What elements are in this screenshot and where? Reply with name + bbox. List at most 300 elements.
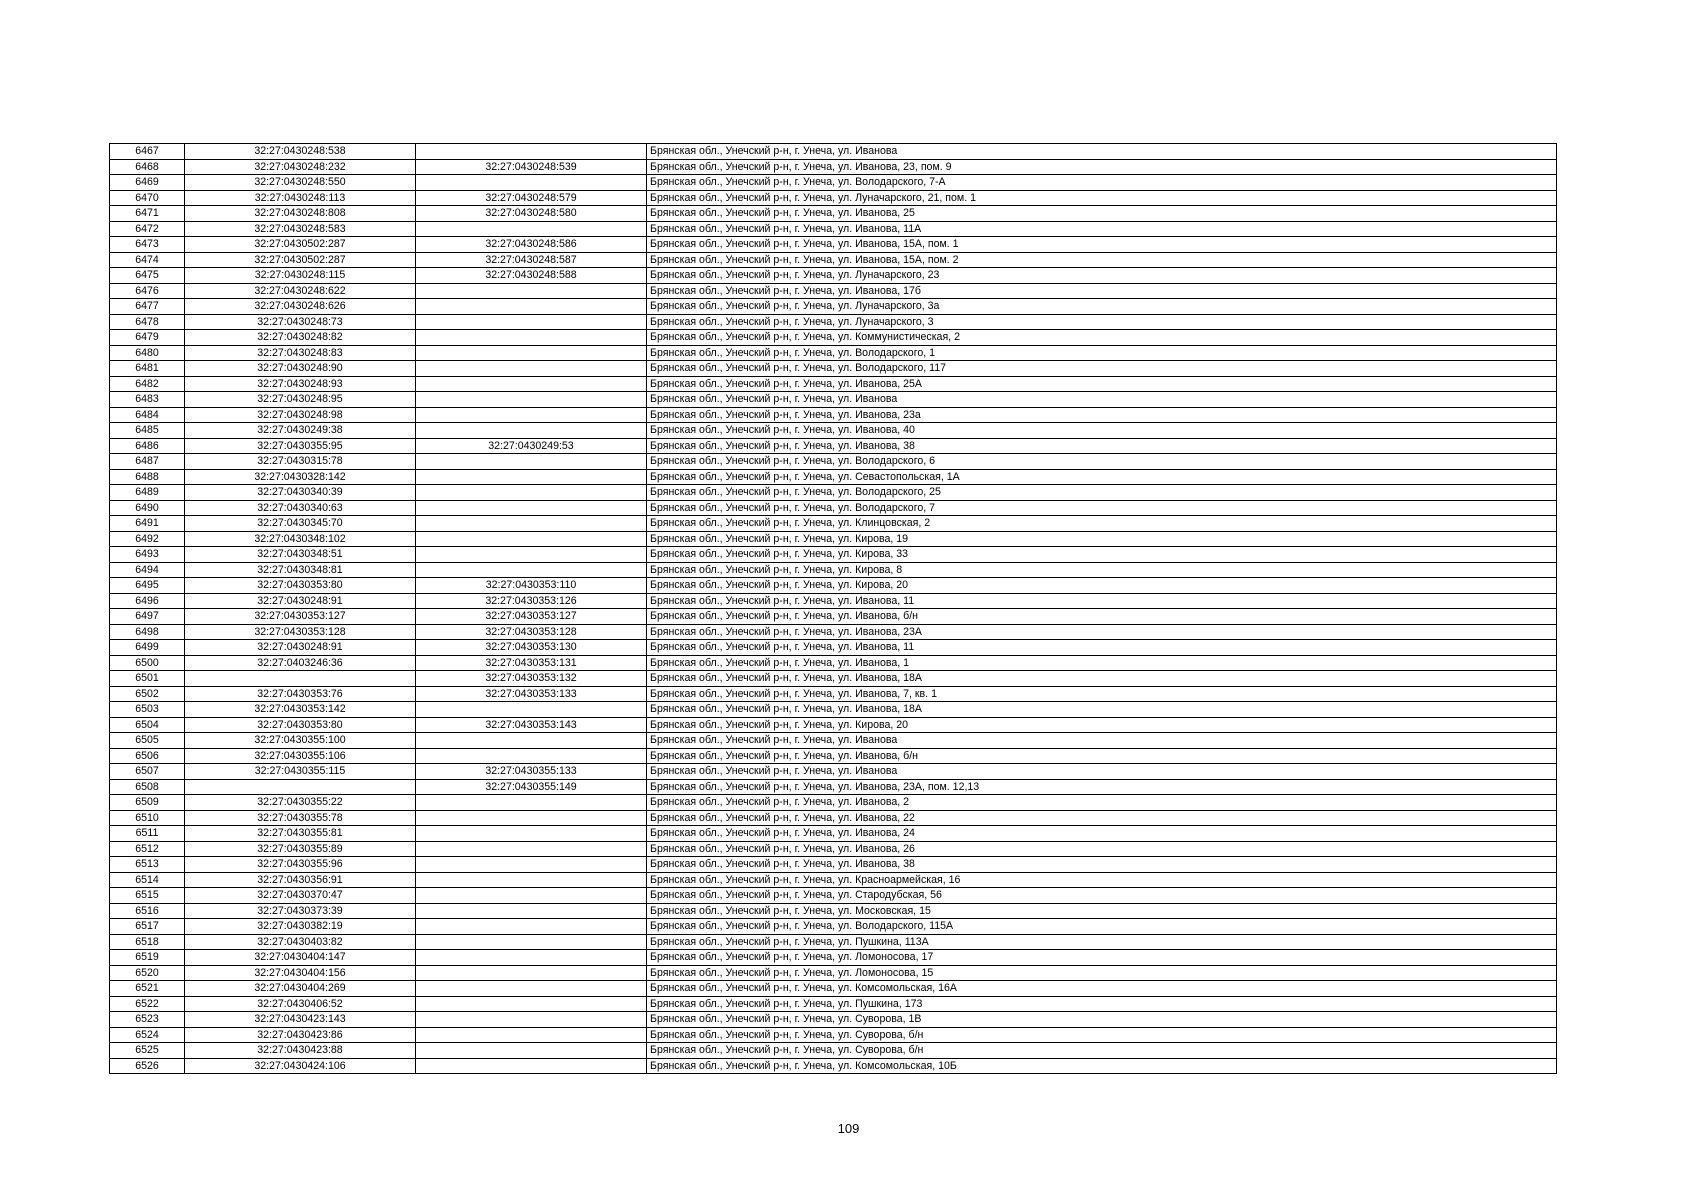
address-cell: Брянская обл., Унечский р-н, г. Унеча, ул. Иванова, 15А, пом. 1 <box>647 237 1557 253</box>
table-row <box>110 578 1557 594</box>
cadastral-number-cell: 32:27:0430404:156 <box>185 965 416 981</box>
row-number-cell: 6525 <box>110 1043 185 1059</box>
cadastral-number-cell: 32:27:0430355:78 <box>185 810 416 826</box>
related-cadastral-number-cell <box>416 1012 647 1028</box>
cadastral-number-cell: 32:27:0430403:82 <box>185 934 416 950</box>
cadastral-number-cell: 32:27:0430248:808 <box>185 206 416 222</box>
cadastral-number-cell: 32:27:0430340:39 <box>185 485 416 501</box>
table-row <box>110 314 1557 330</box>
row-number-cell: 6476 <box>110 283 185 299</box>
related-cadastral-number-cell <box>416 965 647 981</box>
related-cadastral-number-cell: 32:27:0430248:539 <box>416 159 647 175</box>
registry-table-body <box>110 144 1557 1074</box>
row-number-cell: 6510 <box>110 810 185 826</box>
address-cell: Брянская обл., Унечский р-н, г. Унеча, ул. Иванова, 40 <box>647 423 1557 439</box>
address-cell: Брянская обл., Унечский р-н, г. Унеча, ул. Володарского, 115А <box>647 919 1557 935</box>
address-cell: Брянская обл., Унечский р-н, г. Унеча, ул. Иванова, 17б <box>647 283 1557 299</box>
cadastral-number-cell: 32:27:0430248:82 <box>185 330 416 346</box>
related-cadastral-number-cell: 32:27:0430353:110 <box>416 578 647 594</box>
related-cadastral-number-cell <box>416 469 647 485</box>
address-cell: Брянская обл., Унечский р-н, г. Унеча, ул. Иванова, 26 <box>647 841 1557 857</box>
address-cell: Брянская обл., Унечский р-н, г. Унеча, ул. Иванова, 25 <box>647 206 1557 222</box>
cadastral-number-cell <box>185 671 416 687</box>
row-number-cell: 6513 <box>110 857 185 873</box>
table-row <box>110 888 1557 904</box>
address-cell: Брянская обл., Унечский р-н, г. Унеча, ул. Комсомольская, 16А <box>647 981 1557 997</box>
related-cadastral-number-cell <box>416 841 647 857</box>
row-number-cell: 6483 <box>110 392 185 408</box>
related-cadastral-number-cell <box>416 454 647 470</box>
address-cell: Брянская обл., Унечский р-н, г. Унеча, ул. Иванова, 7, кв. 1 <box>647 686 1557 702</box>
table-row <box>110 547 1557 563</box>
address-cell: Брянская обл., Унечский р-н, г. Унеча, ул. Суворова, 1В <box>647 1012 1557 1028</box>
address-cell: Брянская обл., Унечский р-н, г. Унеча, ул. Комсомольская, 10Б <box>647 1058 1557 1074</box>
table-row <box>110 330 1557 346</box>
related-cadastral-number-cell: 32:27:0430248:587 <box>416 252 647 268</box>
row-number-cell: 6474 <box>110 252 185 268</box>
related-cadastral-number-cell: 32:27:0430353:128 <box>416 624 647 640</box>
page-number: 109 <box>837 1121 860 1136</box>
table-row <box>110 934 1557 950</box>
related-cadastral-number-cell <box>416 500 647 516</box>
related-cadastral-number-cell <box>416 144 647 160</box>
related-cadastral-number-cell: 32:27:0430355:133 <box>416 764 647 780</box>
table-row <box>110 857 1557 873</box>
address-cell: Брянская обл., Унечский р-н, г. Унеча, ул. Иванова, 2 <box>647 795 1557 811</box>
cadastral-number-cell: 32:27:0430248:91 <box>185 640 416 656</box>
address-cell: Брянская обл., Унечский р-н, г. Унеча, ул. Володарского, 1 <box>647 345 1557 361</box>
address-cell: Брянская обл., Унечский р-н, г. Унеча, ул. Иванова, б/н <box>647 609 1557 625</box>
related-cadastral-number-cell: 32:27:0430248:588 <box>416 268 647 284</box>
table-row <box>110 299 1557 315</box>
row-number-cell: 6492 <box>110 531 185 547</box>
row-number-cell: 6524 <box>110 1027 185 1043</box>
table-row <box>110 221 1557 237</box>
related-cadastral-number-cell: 32:27:0430355:149 <box>416 779 647 795</box>
related-cadastral-number-cell <box>416 376 647 392</box>
related-cadastral-number-cell <box>416 981 647 997</box>
table-row <box>110 1027 1557 1043</box>
row-number-cell: 6471 <box>110 206 185 222</box>
related-cadastral-number-cell <box>416 888 647 904</box>
table-row <box>110 779 1557 795</box>
related-cadastral-number-cell <box>416 392 647 408</box>
table-row <box>110 810 1557 826</box>
related-cadastral-number-cell <box>416 872 647 888</box>
table-row <box>110 206 1557 222</box>
address-cell: Брянская обл., Унечский р-н, г. Унеча, ул. Иванова, 38 <box>647 857 1557 873</box>
related-cadastral-number-cell <box>416 407 647 423</box>
table-row <box>110 454 1557 470</box>
row-number-cell: 6522 <box>110 996 185 1012</box>
address-cell: Брянская обл., Унечский р-н, г. Унеча, ул. Коммунистическая, 2 <box>647 330 1557 346</box>
table-row <box>110 469 1557 485</box>
row-number-cell: 6503 <box>110 702 185 718</box>
related-cadastral-number-cell: 32:27:0430353:130 <box>416 640 647 656</box>
related-cadastral-number-cell <box>416 547 647 563</box>
address-cell: Брянская обл., Унечский р-н, г. Унеча, ул. Иванова, 23А <box>647 624 1557 640</box>
cadastral-number-cell: 32:27:0430249:38 <box>185 423 416 439</box>
cadastral-number-cell: 32:27:0430248:73 <box>185 314 416 330</box>
table-row <box>110 252 1557 268</box>
row-number-cell: 6508 <box>110 779 185 795</box>
related-cadastral-number-cell <box>416 361 647 377</box>
address-cell: Брянская обл., Унечский р-н, г. Унеча, ул. Иванова, 11 <box>647 593 1557 609</box>
cadastral-number-cell: 32:27:0430248:90 <box>185 361 416 377</box>
cadastral-number-cell: 32:27:0430315:78 <box>185 454 416 470</box>
cadastral-number-cell: 32:27:0430353:80 <box>185 578 416 594</box>
row-number-cell: 6487 <box>110 454 185 470</box>
table-row <box>110 748 1557 764</box>
table-row <box>110 702 1557 718</box>
table-row <box>110 609 1557 625</box>
row-number-cell: 6479 <box>110 330 185 346</box>
related-cadastral-number-cell: 32:27:0430353:143 <box>416 717 647 733</box>
row-number-cell: 6493 <box>110 547 185 563</box>
row-number-cell: 6472 <box>110 221 185 237</box>
row-number-cell: 6501 <box>110 671 185 687</box>
address-cell: Брянская обл., Унечский р-н, г. Унеча, ул. Луначарского, 3 <box>647 314 1557 330</box>
address-cell: Брянская обл., Унечский р-н, г. Унеча, ул. Кирова, 20 <box>647 578 1557 594</box>
address-cell: Брянская обл., Унечский р-н, г. Унеча, ул. Пушкина, 113А <box>647 934 1557 950</box>
row-number-cell: 6497 <box>110 609 185 625</box>
table-row <box>110 175 1557 191</box>
table-row <box>110 826 1557 842</box>
cadastral-number-cell: 32:27:0430356:91 <box>185 872 416 888</box>
cadastral-number-cell: 32:27:0430355:100 <box>185 733 416 749</box>
cadastral-number-cell: 32:27:0430424:106 <box>185 1058 416 1074</box>
table-row <box>110 1012 1557 1028</box>
row-number-cell: 6467 <box>110 144 185 160</box>
row-number-cell: 6494 <box>110 562 185 578</box>
address-cell: Брянская обл., Унечский р-н, г. Унеча, ул. Клинцовская, 2 <box>647 516 1557 532</box>
cadastral-number-cell: 32:27:0430248:93 <box>185 376 416 392</box>
row-number-cell: 6470 <box>110 190 185 206</box>
cadastral-number-cell: 32:27:0430248:91 <box>185 593 416 609</box>
address-cell: Брянская обл., Унечский р-н, г. Унеча, ул. Володарского, 7 <box>647 500 1557 516</box>
address-cell: Брянская обл., Унечский р-н, г. Унеча, ул. Суворова, б/н <box>647 1027 1557 1043</box>
cadastral-number-cell: 32:27:0430340:63 <box>185 500 416 516</box>
row-number-cell: 6495 <box>110 578 185 594</box>
table-row <box>110 144 1557 160</box>
table-row <box>110 841 1557 857</box>
cadastral-number-cell: 32:27:0430345:70 <box>185 516 416 532</box>
address-cell: Брянская обл., Унечский р-н, г. Унеча, ул. Иванова, 23А, пом. 12,13 <box>647 779 1557 795</box>
related-cadastral-number-cell <box>416 299 647 315</box>
cadastral-number-cell: 32:27:0430328:142 <box>185 469 416 485</box>
related-cadastral-number-cell: 32:27:0430353:127 <box>416 609 647 625</box>
related-cadastral-number-cell <box>416 1058 647 1074</box>
row-number-cell: 6498 <box>110 624 185 640</box>
related-cadastral-number-cell <box>416 733 647 749</box>
related-cadastral-number-cell: 32:27:0430353:126 <box>416 593 647 609</box>
row-number-cell: 6519 <box>110 950 185 966</box>
table-row <box>110 1058 1557 1074</box>
address-cell: Брянская обл., Унечский р-н, г. Унеча, ул. Суворова, б/н <box>647 1043 1557 1059</box>
row-number-cell: 6499 <box>110 640 185 656</box>
related-cadastral-number-cell <box>416 221 647 237</box>
table-row <box>110 764 1557 780</box>
cadastral-number-cell: 32:27:0430423:86 <box>185 1027 416 1043</box>
related-cadastral-number-cell <box>416 919 647 935</box>
table-row <box>110 361 1557 377</box>
address-cell: Брянская обл., Унечский р-н, г. Унеча, ул. Иванова, 24 <box>647 826 1557 842</box>
related-cadastral-number-cell <box>416 175 647 191</box>
cadastral-number-cell: 32:27:0430248:622 <box>185 283 416 299</box>
related-cadastral-number-cell <box>416 1027 647 1043</box>
address-cell: Брянская обл., Унечский р-н, г. Унеча, ул. Пушкина, 173 <box>647 996 1557 1012</box>
related-cadastral-number-cell <box>416 857 647 873</box>
related-cadastral-number-cell: 32:27:0430248:580 <box>416 206 647 222</box>
related-cadastral-number-cell <box>416 1043 647 1059</box>
table-row <box>110 562 1557 578</box>
row-number-cell: 6520 <box>110 965 185 981</box>
cadastral-number-cell: 32:27:0430502:287 <box>185 237 416 253</box>
address-cell: Брянская обл., Унечский р-н, г. Унеча, ул. Красноармейская, 16 <box>647 872 1557 888</box>
address-cell: Брянская обл., Унечский р-н, г. Унеча, ул. Луначарского, 3а <box>647 299 1557 315</box>
table-row <box>110 500 1557 516</box>
row-number-cell: 6515 <box>110 888 185 904</box>
address-cell: Брянская обл., Унечский р-н, г. Унеча, ул. Иванова, 11А <box>647 221 1557 237</box>
row-number-cell: 6526 <box>110 1058 185 1074</box>
cadastral-number-cell: 32:27:0430382:19 <box>185 919 416 935</box>
cadastral-number-cell: 32:27:0430370:47 <box>185 888 416 904</box>
related-cadastral-number-cell <box>416 516 647 532</box>
cadastral-number-cell: 32:27:0430248:626 <box>185 299 416 315</box>
table-row <box>110 671 1557 687</box>
address-cell: Брянская обл., Унечский р-н, г. Унеча, ул. Володарского, 7-А <box>647 175 1557 191</box>
cadastral-number-cell: 32:27:0403246:36 <box>185 655 416 671</box>
address-cell: Брянская обл., Унечский р-н, г. Унеча, ул. Иванова, 18А <box>647 671 1557 687</box>
table-row <box>110 795 1557 811</box>
related-cadastral-number-cell: 32:27:0430353:133 <box>416 686 647 702</box>
related-cadastral-number-cell: 32:27:0430353:132 <box>416 671 647 687</box>
address-cell: Брянская обл., Унечский р-н, г. Унеча, ул. Иванова, 38 <box>647 438 1557 454</box>
related-cadastral-number-cell <box>416 934 647 950</box>
related-cadastral-number-cell <box>416 810 647 826</box>
table-row <box>110 345 1557 361</box>
related-cadastral-number-cell <box>416 423 647 439</box>
table-row <box>110 190 1557 206</box>
cadastral-number-cell: 32:27:0430355:95 <box>185 438 416 454</box>
row-number-cell: 6489 <box>110 485 185 501</box>
table-row <box>110 407 1557 423</box>
related-cadastral-number-cell <box>416 950 647 966</box>
cadastral-number-cell: 32:27:0430404:269 <box>185 981 416 997</box>
table-row <box>110 996 1557 1012</box>
cadastral-number-cell: 32:27:0430355:96 <box>185 857 416 873</box>
row-number-cell: 6475 <box>110 268 185 284</box>
cadastral-number-cell: 32:27:0430353:127 <box>185 609 416 625</box>
table-row <box>110 516 1557 532</box>
address-cell: Брянская обл., Унечский р-н, г. Унеча, ул. Володарского, 117 <box>647 361 1557 377</box>
related-cadastral-number-cell <box>416 903 647 919</box>
related-cadastral-number-cell <box>416 748 647 764</box>
address-cell: Брянская обл., Унечский р-н, г. Унеча, ул. Володарского, 25 <box>647 485 1557 501</box>
table-row <box>110 423 1557 439</box>
related-cadastral-number-cell: 32:27:0430249:53 <box>416 438 647 454</box>
row-number-cell: 6504 <box>110 717 185 733</box>
cadastral-number-cell: 32:27:0430248:95 <box>185 392 416 408</box>
registry-table <box>109 143 1557 1074</box>
table-row <box>110 485 1557 501</box>
cadastral-number-cell: 32:27:0430353:128 <box>185 624 416 640</box>
related-cadastral-number-cell <box>416 485 647 501</box>
related-cadastral-number-cell <box>416 996 647 1012</box>
cadastral-number-cell: 32:27:0430502:287 <box>185 252 416 268</box>
address-cell: Брянская обл., Унечский р-н, г. Унеча, ул. Иванова <box>647 764 1557 780</box>
row-number-cell: 6486 <box>110 438 185 454</box>
cadastral-number-cell: 32:27:0430248:583 <box>185 221 416 237</box>
address-cell: Брянская обл., Унечский р-н, г. Унеча, ул. Луначарского, 21, пом. 1 <box>647 190 1557 206</box>
cadastral-number-cell: 32:27:0430355:89 <box>185 841 416 857</box>
row-number-cell: 6516 <box>110 903 185 919</box>
address-cell: Брянская обл., Унечский р-н, г. Унеча, ул. Иванова <box>647 144 1557 160</box>
table-row <box>110 686 1557 702</box>
cadastral-number-cell: 32:27:0430404:147 <box>185 950 416 966</box>
table-row <box>110 531 1557 547</box>
cadastral-number-cell: 32:27:0430353:142 <box>185 702 416 718</box>
related-cadastral-number-cell <box>416 314 647 330</box>
row-number-cell: 6488 <box>110 469 185 485</box>
row-number-cell: 6477 <box>110 299 185 315</box>
table-row <box>110 655 1557 671</box>
related-cadastral-number-cell: 32:27:0430248:586 <box>416 237 647 253</box>
cadastral-number-cell: 32:27:0430248:98 <box>185 407 416 423</box>
related-cadastral-number-cell <box>416 795 647 811</box>
row-number-cell: 6473 <box>110 237 185 253</box>
row-number-cell: 6507 <box>110 764 185 780</box>
row-number-cell: 6518 <box>110 934 185 950</box>
table-row <box>110 283 1557 299</box>
address-cell: Брянская обл., Унечский р-н, г. Унеча, ул. Кирова, 33 <box>647 547 1557 563</box>
row-number-cell: 6502 <box>110 686 185 702</box>
cadastral-number-cell: 32:27:0430348:81 <box>185 562 416 578</box>
cadastral-number-cell: 32:27:0430353:76 <box>185 686 416 702</box>
address-cell: Брянская обл., Унечский р-н, г. Унеча, ул. Иванова, б/н <box>647 748 1557 764</box>
table-row <box>110 593 1557 609</box>
cadastral-number-cell: 32:27:0430348:102 <box>185 531 416 547</box>
cadastral-number-cell: 32:27:0430423:143 <box>185 1012 416 1028</box>
related-cadastral-number-cell <box>416 702 647 718</box>
table-row <box>110 268 1557 284</box>
row-number-cell: 6511 <box>110 826 185 842</box>
address-cell: Брянская обл., Унечский р-н, г. Унеча, ул. Иванова, 11 <box>647 640 1557 656</box>
row-number-cell: 6500 <box>110 655 185 671</box>
cadastral-number-cell: 32:27:0430348:51 <box>185 547 416 563</box>
address-cell: Брянская обл., Унечский р-н, г. Унеча, ул. Иванова, 18А <box>647 702 1557 718</box>
row-number-cell: 6496 <box>110 593 185 609</box>
row-number-cell: 6490 <box>110 500 185 516</box>
table-row <box>110 237 1557 253</box>
related-cadastral-number-cell: 32:27:0430248:579 <box>416 190 647 206</box>
cadastral-number-cell: 32:27:0430248:232 <box>185 159 416 175</box>
address-cell: Брянская обл., Унечский р-н, г. Унеча, ул. Луначарского, 23 <box>647 268 1557 284</box>
table-row <box>110 376 1557 392</box>
address-cell: Брянская обл., Унечский р-н, г. Унеча, ул. Иванова, 1 <box>647 655 1557 671</box>
address-cell: Брянская обл., Унечский р-н, г. Унеча, ул. Иванова, 23, пом. 9 <box>647 159 1557 175</box>
table-row <box>110 392 1557 408</box>
cadastral-number-cell: 32:27:0430355:106 <box>185 748 416 764</box>
address-cell: Брянская обл., Унечский р-н, г. Унеча, ул. Иванова, 23а <box>647 407 1557 423</box>
table-row <box>110 950 1557 966</box>
related-cadastral-number-cell <box>416 330 647 346</box>
related-cadastral-number-cell <box>416 562 647 578</box>
table-row <box>110 919 1557 935</box>
row-number-cell: 6481 <box>110 361 185 377</box>
address-cell: Брянская обл., Унечский р-н, г. Унеча, ул. Ломоносова, 17 <box>647 950 1557 966</box>
cadastral-number-cell: 32:27:0430248:550 <box>185 175 416 191</box>
cadastral-number-cell: 32:27:0430353:80 <box>185 717 416 733</box>
cadastral-number-cell: 32:27:0430423:88 <box>185 1043 416 1059</box>
row-number-cell: 6469 <box>110 175 185 191</box>
address-cell: Брянская обл., Унечский р-н, г. Унеча, ул. Кирова, 8 <box>647 562 1557 578</box>
related-cadastral-number-cell <box>416 826 647 842</box>
row-number-cell: 6478 <box>110 314 185 330</box>
address-cell: Брянская обл., Унечский р-н, г. Унеча, ул. Иванова <box>647 733 1557 749</box>
cadastral-number-cell: 32:27:0430373:39 <box>185 903 416 919</box>
row-number-cell: 6514 <box>110 872 185 888</box>
address-cell: Брянская обл., Унечский р-н, г. Унеча, ул. Севастопольская, 1А <box>647 469 1557 485</box>
row-number-cell: 6468 <box>110 159 185 175</box>
address-cell: Брянская обл., Унечский р-н, г. Унеча, ул. Ломоносова, 15 <box>647 965 1557 981</box>
cadastral-number-cell: 32:27:0430248:538 <box>185 144 416 160</box>
address-cell: Брянская обл., Унечский р-н, г. Унеча, ул. Стародубская, 56 <box>647 888 1557 904</box>
cadastral-number-cell: 32:27:0430355:81 <box>185 826 416 842</box>
related-cadastral-number-cell <box>416 345 647 361</box>
address-cell: Брянская обл., Унечский р-н, г. Унеча, ул. Иванова, 15А, пом. 2 <box>647 252 1557 268</box>
related-cadastral-number-cell: 32:27:0430353:131 <box>416 655 647 671</box>
cadastral-number-cell: 32:27:0430406:52 <box>185 996 416 1012</box>
row-number-cell: 6509 <box>110 795 185 811</box>
table-row <box>110 1043 1557 1059</box>
table-row <box>110 981 1557 997</box>
address-cell: Брянская обл., Унечский р-н, г. Унеча, ул. Кирова, 20 <box>647 717 1557 733</box>
row-number-cell: 6512 <box>110 841 185 857</box>
address-cell: Брянская обл., Унечский р-н, г. Унеча, ул. Иванова <box>647 392 1557 408</box>
table-row <box>110 965 1557 981</box>
table-row <box>110 640 1557 656</box>
row-number-cell: 6517 <box>110 919 185 935</box>
related-cadastral-number-cell <box>416 283 647 299</box>
address-cell: Брянская обл., Унечский р-н, г. Унеча, ул. Иванова, 25А <box>647 376 1557 392</box>
row-number-cell: 6491 <box>110 516 185 532</box>
table-row <box>110 717 1557 733</box>
address-cell: Брянская обл., Унечский р-н, г. Унеча, ул. Иванова, 22 <box>647 810 1557 826</box>
cadastral-number-cell: 32:27:0430355:115 <box>185 764 416 780</box>
table-row <box>110 733 1557 749</box>
row-number-cell: 6482 <box>110 376 185 392</box>
cadastral-number-cell: 32:27:0430355:22 <box>185 795 416 811</box>
row-number-cell: 6505 <box>110 733 185 749</box>
cadastral-number-cell: 32:27:0430248:113 <box>185 190 416 206</box>
address-cell: Брянская обл., Унечский р-н, г. Унеча, ул. Володарского, 6 <box>647 454 1557 470</box>
table-row <box>110 159 1557 175</box>
table-row <box>110 903 1557 919</box>
row-number-cell: 6506 <box>110 748 185 764</box>
row-number-cell: 6485 <box>110 423 185 439</box>
cadastral-number-cell: 32:27:0430248:115 <box>185 268 416 284</box>
table-row <box>110 872 1557 888</box>
cadastral-number-cell: 32:27:0430248:83 <box>185 345 416 361</box>
address-cell: Брянская обл., Унечский р-н, г. Унеча, ул. Кирова, 19 <box>647 531 1557 547</box>
cadastral-number-cell <box>185 779 416 795</box>
table-row <box>110 624 1557 640</box>
row-number-cell: 6521 <box>110 981 185 997</box>
row-number-cell: 6480 <box>110 345 185 361</box>
row-number-cell: 6484 <box>110 407 185 423</box>
row-number-cell: 6523 <box>110 1012 185 1028</box>
